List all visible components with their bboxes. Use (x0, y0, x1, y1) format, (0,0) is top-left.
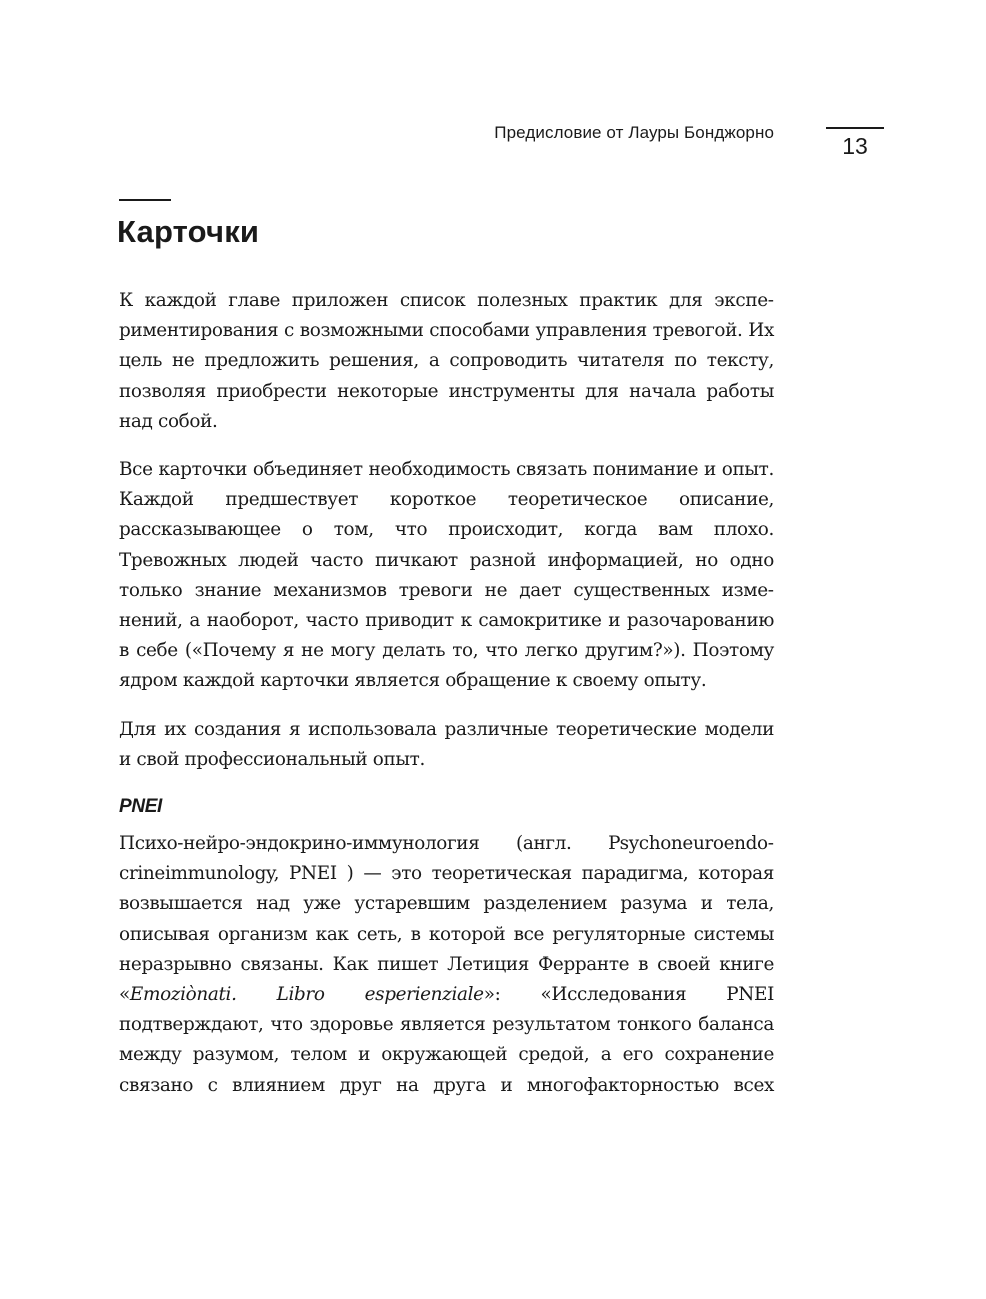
heading-rule (119, 199, 171, 201)
paragraph-intro: К каждой главе приложен список полезных практик для экспериментирования с возможными способами управления тревогой. Их цель не предложить решения, а сопроводить читателя по тексту, позволяя приобрести некоторые инструменты для начала работы над собой. (119, 290, 774, 432)
pnei-text-before: Психо-нейро-эндокрино-иммунология (англ. Psychoneuroendocrineimmunology, PNEI ) — это теоретическая парадигма, которая возвышается над уже устаревшим разделением разума и тела, описывая организм как сеть, в которой все регуляторные системы неразрывно связаны. Как пишет Летиция Ферранте в своей книге « (119, 833, 774, 1006)
pnei-book-title: Emoziònati. Libro esperienziale (129, 984, 484, 1006)
section-heading: Карточки (117, 214, 260, 249)
paragraph-pnei (119, 829, 774, 1101)
running-header-title: Предисловие от Лауры Бонджорно (494, 123, 774, 142)
body-text (119, 286, 774, 1101)
page-number: 13 (842, 133, 868, 159)
subheading-pnei: PNEI (119, 796, 162, 818)
paragraph-cards-purpose: Все карточки объединяет необходимость связать понимание и опыт. Каждой предшествует короткое теоретическое описание, рассказывающее о том, что происходит, когда вам плохо. Тревожных людей часто пичкают разной информацией, но одно только знание механизмов тревоги не дает существенных изменений, а наоборот, часто приводит к самокритике и разочарованию в себе («Почему я не могу делать то, что легко другим?»). Поэтому ядром каждой карточки является обращение к своему опыту. (119, 459, 774, 692)
paragraph-models: Для их создания я использовала различные теоретические модели и свой профессиональный опыт. (119, 718, 774, 770)
page-number-rule (826, 127, 884, 129)
pnei-text-after: »: «Исследования PNEI подтверждают, что здоровье является результатом тонкого баланса между разумом, телом и окружающей средой, а его сохранение связано с влиянием друг на друга и многофакторностью всех (119, 984, 774, 1096)
